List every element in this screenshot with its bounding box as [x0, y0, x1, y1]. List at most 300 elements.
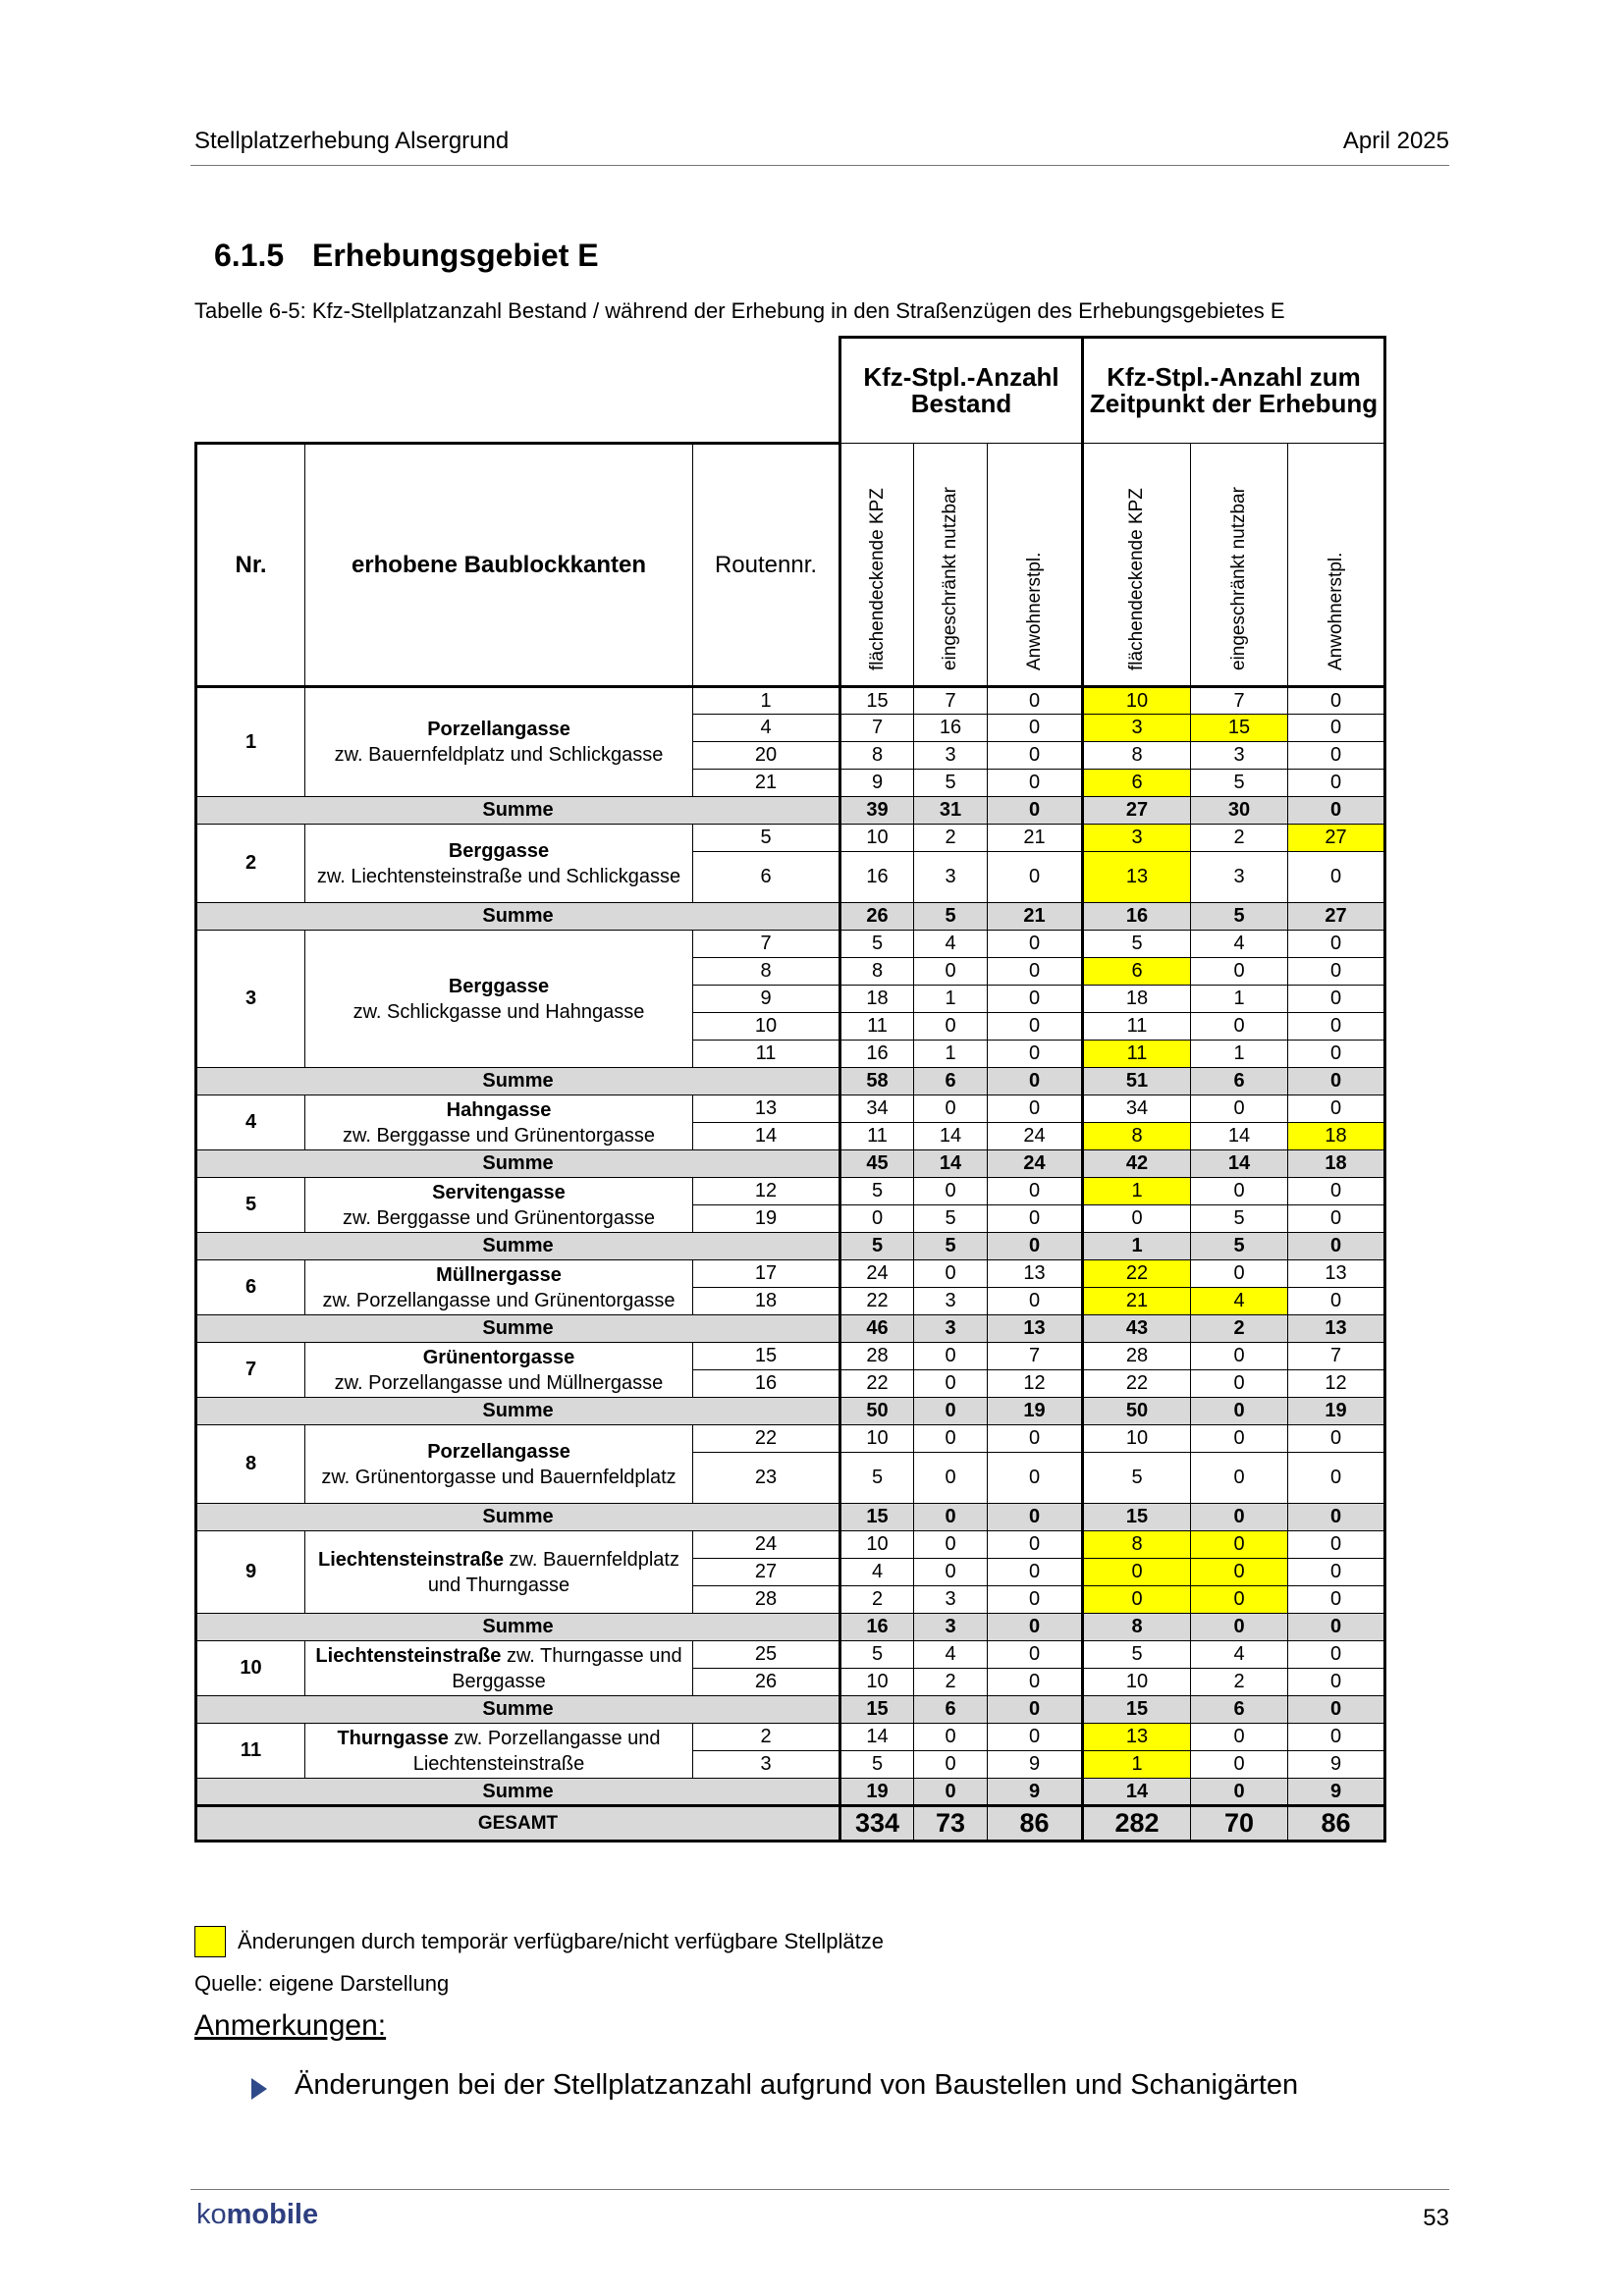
- sum-cell: 0: [1288, 1068, 1385, 1095]
- sum-cell: 31: [914, 797, 988, 825]
- count-cell: 2: [914, 825, 988, 852]
- table-row: [196, 825, 1385, 852]
- count-cell: 3: [914, 742, 988, 770]
- count-cell: 0: [988, 770, 1083, 797]
- section-heading: Erhebungsgebiet E: [312, 238, 599, 273]
- count-cell: 4: [914, 931, 988, 958]
- area-number: 1: [196, 687, 305, 797]
- route-number: 20: [693, 742, 840, 770]
- table-row: [196, 1343, 1385, 1370]
- sum-cell: 0: [1288, 1233, 1385, 1260]
- sum-row: [196, 1150, 1385, 1178]
- sum-label: Summe: [196, 1315, 840, 1343]
- area-street: [305, 931, 693, 1068]
- street-name: Liechtensteinstraße: [315, 1644, 502, 1667]
- area-number: 4: [196, 1095, 305, 1150]
- street-name: Liechtensteinstraße: [318, 1548, 504, 1571]
- count-cell: 10: [1083, 1425, 1191, 1453]
- street-segment: zw. Porzellangasse und Müllnergasse: [334, 1371, 664, 1394]
- count-cell: 0: [914, 1178, 988, 1205]
- street-name: Müllnergasse: [436, 1263, 562, 1286]
- sum-cell: 0: [914, 1504, 988, 1531]
- sum-cell: 5: [840, 1233, 914, 1260]
- sum-cell: 3: [914, 1315, 988, 1343]
- sum-cell: 0: [1288, 1696, 1385, 1724]
- sum-cell: 16: [840, 1614, 914, 1641]
- count-cell: 0: [1191, 1559, 1288, 1586]
- count-cell: 0: [1288, 1205, 1385, 1233]
- sum-cell: 58: [840, 1068, 914, 1095]
- count-cell: 0: [1191, 1178, 1288, 1205]
- area-street: [305, 1531, 693, 1614]
- table-row: [196, 1641, 1385, 1669]
- count-cell: 4: [1191, 1288, 1288, 1315]
- sum-cell: 0: [1191, 1614, 1288, 1641]
- count-cell: 5: [914, 770, 988, 797]
- sum-cell: 16: [1083, 903, 1191, 931]
- count-cell: 4: [914, 1641, 988, 1669]
- sum-cell: 18: [1288, 1150, 1385, 1178]
- route-number: 15: [693, 1343, 840, 1370]
- total-cell: 334: [840, 1806, 914, 1842]
- count-cell: 0: [1288, 1013, 1385, 1041]
- sum-cell: 0: [1288, 797, 1385, 825]
- sum-cell: 5: [914, 903, 988, 931]
- sum-row: [196, 1779, 1385, 1806]
- route-number: 6: [693, 852, 840, 903]
- sum-cell: 5: [1191, 903, 1288, 931]
- count-cell: 3: [1191, 852, 1288, 903]
- count-cell: 10: [840, 825, 914, 852]
- sum-cell: 6: [1191, 1068, 1288, 1095]
- area-street: [305, 825, 693, 903]
- sum-cell: 0: [1191, 1398, 1288, 1425]
- table-row: [196, 1178, 1385, 1205]
- count-cell: 0: [914, 1370, 988, 1398]
- count-cell: 0: [988, 742, 1083, 770]
- route-number: 10: [693, 1013, 840, 1041]
- sum-cell: 50: [840, 1398, 914, 1425]
- sum-cell: 30: [1191, 797, 1288, 825]
- route-number: 9: [693, 986, 840, 1013]
- count-cell: 0: [988, 1641, 1083, 1669]
- legend-swatch: [194, 1926, 226, 1957]
- total-label: GESAMT: [196, 1806, 840, 1842]
- sum-cell: 42: [1083, 1150, 1191, 1178]
- count-cell: 27: [1288, 825, 1385, 852]
- count-cell: 1: [1191, 986, 1288, 1013]
- count-cell: 13: [1083, 1724, 1191, 1751]
- sum-cell: 13: [988, 1315, 1083, 1343]
- count-cell: 0: [1288, 742, 1385, 770]
- sum-row: [196, 903, 1385, 931]
- sum-cell: 0: [988, 1068, 1083, 1095]
- footer-divider: [190, 2189, 1449, 2190]
- route-number: 27: [693, 1559, 840, 1586]
- sum-row: [196, 1614, 1385, 1641]
- sum-cell: 26: [840, 903, 914, 931]
- area-street: [305, 1178, 693, 1233]
- sum-cell: 19: [840, 1779, 914, 1806]
- street-name: Servitengasse: [432, 1181, 566, 1203]
- count-cell: 5: [840, 931, 914, 958]
- count-cell: 8: [1083, 1531, 1191, 1559]
- street-name: Porzellangasse: [427, 719, 570, 740]
- count-cell: 0: [914, 1425, 988, 1453]
- count-cell: 0: [988, 1559, 1083, 1586]
- count-cell: 0: [914, 1751, 988, 1779]
- area-street: [305, 1095, 693, 1150]
- count-cell: 24: [988, 1123, 1083, 1150]
- count-cell: 28: [1083, 1343, 1191, 1370]
- count-cell: 22: [1083, 1260, 1191, 1288]
- area-number: 7: [196, 1343, 305, 1398]
- sum-cell: 6: [1191, 1696, 1288, 1724]
- count-cell: 11: [1083, 1013, 1191, 1041]
- count-cell: 9: [840, 770, 914, 797]
- sum-cell: 0: [988, 1696, 1083, 1724]
- sum-cell: 46: [840, 1315, 914, 1343]
- count-cell: 3: [914, 1288, 988, 1315]
- count-cell: 18: [1288, 1123, 1385, 1150]
- area-number: 9: [196, 1531, 305, 1614]
- count-cell: 1: [1191, 1041, 1288, 1068]
- count-cell: 0: [1288, 715, 1385, 742]
- count-cell: 14: [914, 1123, 988, 1150]
- count-cell: 0: [988, 1013, 1083, 1041]
- count-cell: 0: [1288, 770, 1385, 797]
- count-cell: 0: [1191, 1586, 1288, 1614]
- sum-cell: 2: [1191, 1315, 1288, 1343]
- area-street: [305, 687, 693, 797]
- sum-cell: 8: [1083, 1614, 1191, 1641]
- area-number: 2: [196, 825, 305, 903]
- notes-heading: Anmerkungen:: [194, 2009, 387, 2042]
- count-cell: 0: [914, 958, 988, 986]
- sum-cell: 9: [988, 1779, 1083, 1806]
- count-cell: 0: [1288, 1178, 1385, 1205]
- count-cell: 0: [1191, 1531, 1288, 1559]
- count-cell: 5: [840, 1453, 914, 1504]
- count-cell: 15: [1191, 715, 1288, 742]
- count-cell: 0: [1288, 1724, 1385, 1751]
- count-cell: 10: [840, 1425, 914, 1453]
- sum-label: Summe: [196, 1150, 840, 1178]
- total-row: [196, 1806, 1385, 1842]
- count-cell: 0: [988, 931, 1083, 958]
- bullet-text: Änderungen bei der Stellplatzanzahl aufgrund von Baustellen und Schanigärten: [295, 2069, 1299, 2101]
- count-cell: 6: [1083, 958, 1191, 986]
- count-cell: 8: [840, 958, 914, 986]
- area-number: 6: [196, 1260, 305, 1315]
- count-cell: 0: [840, 1205, 914, 1233]
- table-caption: Tabelle 6-5: Kfz-Stellplatzanzahl Bestand / während der Erhebung in den Straßenzügen des Erhebungsgebietes E: [194, 298, 1285, 323]
- count-cell: 0: [988, 1178, 1083, 1205]
- count-cell: 0: [1288, 852, 1385, 903]
- route-number: 3: [693, 1751, 840, 1779]
- total-cell: 70: [1191, 1806, 1288, 1842]
- table-row: [196, 1531, 1385, 1559]
- total-cell: 73: [914, 1806, 988, 1842]
- subheader-anw-erhebung: Anwohnerstpl.: [1288, 444, 1385, 687]
- sum-label: Summe: [196, 1068, 840, 1095]
- header-date: April 2025: [1342, 128, 1449, 154]
- count-cell: 5: [1191, 770, 1288, 797]
- sum-cell: 27: [1083, 797, 1191, 825]
- area-number: 3: [196, 931, 305, 1068]
- sum-cell: 0: [1288, 1614, 1385, 1641]
- count-cell: 22: [1083, 1370, 1191, 1398]
- count-cell: 0: [988, 1669, 1083, 1696]
- count-cell: 21: [1083, 1288, 1191, 1315]
- count-cell: 24: [840, 1260, 914, 1288]
- count-cell: 34: [1083, 1095, 1191, 1123]
- count-cell: 5: [840, 1178, 914, 1205]
- sum-cell: 0: [988, 1614, 1083, 1641]
- count-cell: 5: [1083, 1453, 1191, 1504]
- subheader-anw-bestand: Anwohnerstpl.: [988, 444, 1083, 687]
- sum-label: Summe: [196, 1779, 840, 1806]
- sum-label: Summe: [196, 797, 840, 825]
- sum-cell: 27: [1288, 903, 1385, 931]
- count-cell: 11: [840, 1123, 914, 1150]
- sum-cell: 0: [988, 797, 1083, 825]
- count-cell: 10: [840, 1669, 914, 1696]
- count-cell: 16: [914, 715, 988, 742]
- count-cell: 0: [914, 1343, 988, 1370]
- street-segment: zw. Bauernfeldplatz und Schlickgasse: [334, 744, 664, 766]
- count-cell: 0: [1288, 1041, 1385, 1068]
- table-row: [196, 1095, 1385, 1123]
- sum-cell: 19: [1288, 1398, 1385, 1425]
- count-cell: 0: [1191, 1370, 1288, 1398]
- sum-label: Summe: [196, 903, 840, 931]
- count-cell: 0: [914, 1724, 988, 1751]
- route-number: 23: [693, 1453, 840, 1504]
- street-segment: zw. Berggasse und Grünentorgasse: [343, 1206, 655, 1229]
- count-cell: 9: [1288, 1751, 1385, 1779]
- count-cell: 12: [988, 1370, 1083, 1398]
- count-cell: 0: [988, 1724, 1083, 1751]
- count-cell: 5: [1083, 931, 1191, 958]
- sum-cell: 6: [914, 1696, 988, 1724]
- count-cell: 8: [1083, 742, 1191, 770]
- count-cell: 3: [1191, 742, 1288, 770]
- route-number: 16: [693, 1370, 840, 1398]
- route-number: 28: [693, 1586, 840, 1614]
- count-cell: 9: [988, 1751, 1083, 1779]
- count-cell: 4: [840, 1559, 914, 1586]
- count-cell: 3: [1083, 715, 1191, 742]
- sum-row: [196, 1696, 1385, 1724]
- subheader-einge-erhebung: eingeschränkt nutzbar: [1191, 444, 1288, 687]
- sum-cell: 43: [1083, 1315, 1191, 1343]
- sum-cell: 5: [914, 1233, 988, 1260]
- count-cell: 7: [1288, 1343, 1385, 1370]
- group-header-bestand: Kfz-Stpl.-Anzahl Bestand: [840, 338, 1083, 444]
- legend-text: Änderungen durch temporär verfügbare/nicht verfügbare Stellplätze: [238, 1929, 884, 1953]
- count-cell: 0: [988, 1425, 1083, 1453]
- route-number: 12: [693, 1178, 840, 1205]
- count-cell: 0: [988, 1453, 1083, 1504]
- col-header-nr: Nr.: [196, 444, 305, 687]
- sum-cell: 45: [840, 1150, 914, 1178]
- count-cell: 14: [840, 1724, 914, 1751]
- count-cell: 0: [1191, 1095, 1288, 1123]
- sum-cell: 0: [988, 1233, 1083, 1260]
- sum-cell: 19: [988, 1398, 1083, 1425]
- count-cell: 0: [988, 687, 1083, 715]
- sum-cell: 39: [840, 797, 914, 825]
- subheader-flaeche-bestand: flächendeckende KPZ: [840, 444, 914, 687]
- count-cell: 14: [1191, 1123, 1288, 1150]
- street-segment: zw. Bauernfeldplatz und Thurngasse: [427, 1548, 679, 1596]
- total-cell: 86: [988, 1806, 1083, 1842]
- count-cell: 0: [1191, 1013, 1288, 1041]
- count-cell: 2: [1191, 825, 1288, 852]
- section-number: 6.1.5: [214, 238, 285, 273]
- count-cell: 0: [988, 1041, 1083, 1068]
- sum-cell: 0: [914, 1398, 988, 1425]
- count-cell: 5: [840, 1751, 914, 1779]
- sum-label: Summe: [196, 1504, 840, 1531]
- count-cell: 0: [1083, 1586, 1191, 1614]
- route-number: 22: [693, 1425, 840, 1453]
- count-cell: 0: [1191, 1343, 1288, 1370]
- count-cell: 0: [1288, 986, 1385, 1013]
- count-cell: 0: [914, 1559, 988, 1586]
- count-cell: 0: [988, 1095, 1083, 1123]
- count-cell: 0: [914, 1095, 988, 1123]
- count-cell: 0: [1191, 1724, 1288, 1751]
- route-number: 4: [693, 715, 840, 742]
- count-cell: 11: [840, 1013, 914, 1041]
- area-number: 10: [196, 1641, 305, 1696]
- total-cell: 86: [1288, 1806, 1385, 1842]
- sum-cell: 15: [1083, 1504, 1191, 1531]
- count-cell: 2: [1191, 1669, 1288, 1696]
- sum-cell: 9: [1288, 1779, 1385, 1806]
- count-cell: 1: [1083, 1751, 1191, 1779]
- street-name: Hahngasse: [446, 1098, 552, 1121]
- table-row: [196, 931, 1385, 958]
- count-cell: 0: [914, 1453, 988, 1504]
- count-cell: 0: [988, 852, 1083, 903]
- count-cell: 0: [1191, 1751, 1288, 1779]
- count-cell: 6: [1083, 770, 1191, 797]
- count-cell: 16: [840, 1041, 914, 1068]
- count-cell: 2: [840, 1586, 914, 1614]
- count-cell: 0: [1191, 1453, 1288, 1504]
- count-cell: 5: [1191, 1205, 1288, 1233]
- sum-row: [196, 797, 1385, 825]
- section-title: [214, 238, 599, 274]
- count-cell: 7: [840, 715, 914, 742]
- count-cell: 0: [1191, 958, 1288, 986]
- parking-table: [194, 336, 1386, 1842]
- route-number: 5: [693, 825, 840, 852]
- count-cell: 0: [988, 715, 1083, 742]
- count-cell: 0: [1288, 1425, 1385, 1453]
- table-row: [196, 1260, 1385, 1288]
- sum-row: [196, 1398, 1385, 1425]
- count-cell: 2: [914, 1669, 988, 1696]
- page-number: 53: [1423, 2205, 1449, 2231]
- area-number: 8: [196, 1425, 305, 1504]
- count-cell: 0: [1083, 1205, 1191, 1233]
- count-cell: 0: [1288, 1641, 1385, 1669]
- count-cell: 0: [1083, 1559, 1191, 1586]
- street-name: Berggasse: [448, 975, 550, 997]
- area-street: [305, 1260, 693, 1315]
- count-cell: 4: [1191, 931, 1288, 958]
- count-cell: 12: [1288, 1370, 1385, 1398]
- sum-cell: 21: [988, 903, 1083, 931]
- sum-row: [196, 1233, 1385, 1260]
- count-cell: 8: [1083, 1123, 1191, 1150]
- sum-cell: 14: [1191, 1150, 1288, 1178]
- street-segment: zw. Liechtensteinstraße und Schlickgasse: [316, 865, 681, 887]
- count-cell: 0: [914, 1531, 988, 1559]
- count-cell: 10: [1083, 1669, 1191, 1696]
- route-number: 14: [693, 1123, 840, 1150]
- count-cell: 22: [840, 1288, 914, 1315]
- sum-cell: 5: [1191, 1233, 1288, 1260]
- subheader-einge-bestand: eingeschränkt nutzbar: [914, 444, 988, 687]
- area-street: [305, 1343, 693, 1398]
- count-cell: 0: [1288, 931, 1385, 958]
- count-cell: 0: [1288, 1559, 1385, 1586]
- sum-cell: 0: [1288, 1504, 1385, 1531]
- subheader-flaeche-erhebung: flächendeckende KPZ: [1083, 444, 1191, 687]
- sum-cell: 0: [914, 1779, 988, 1806]
- sum-cell: 0: [1191, 1504, 1288, 1531]
- count-cell: 16: [840, 852, 914, 903]
- route-number: 17: [693, 1260, 840, 1288]
- count-cell: 0: [1288, 687, 1385, 715]
- count-cell: 13: [988, 1260, 1083, 1288]
- route-number: 2: [693, 1724, 840, 1751]
- total-cell: 282: [1083, 1806, 1191, 1842]
- count-cell: 34: [840, 1095, 914, 1123]
- count-cell: 10: [840, 1531, 914, 1559]
- count-cell: 3: [914, 1586, 988, 1614]
- count-cell: 7: [1191, 687, 1288, 715]
- count-cell: 3: [914, 852, 988, 903]
- sum-cell: 13: [1288, 1315, 1385, 1343]
- count-cell: 0: [1288, 1095, 1385, 1123]
- route-number: 8: [693, 958, 840, 986]
- count-cell: 0: [1191, 1260, 1288, 1288]
- sum-cell: 3: [914, 1614, 988, 1641]
- sum-label: Summe: [196, 1696, 840, 1724]
- source-note: Quelle: eigene Darstellung: [194, 1971, 450, 1996]
- triangle-bullet-icon: [251, 2078, 267, 2100]
- sum-cell: 1: [1083, 1233, 1191, 1260]
- sum-cell: 14: [914, 1150, 988, 1178]
- area-street: [305, 1425, 693, 1504]
- count-cell: 0: [1288, 1531, 1385, 1559]
- street-name: Grünentorgasse: [422, 1346, 575, 1368]
- street-segment: zw. Thurngasse und Berggasse: [452, 1644, 682, 1692]
- route-number: 21: [693, 770, 840, 797]
- area-street: [305, 1724, 693, 1779]
- route-number: 25: [693, 1641, 840, 1669]
- street-segment: zw. Porzellangasse und Liechtensteinstraße: [412, 1727, 661, 1775]
- count-cell: 0: [1288, 958, 1385, 986]
- street-segment: zw. Porzellangasse und Grünentorgasse: [322, 1289, 676, 1311]
- count-cell: 3: [1083, 825, 1191, 852]
